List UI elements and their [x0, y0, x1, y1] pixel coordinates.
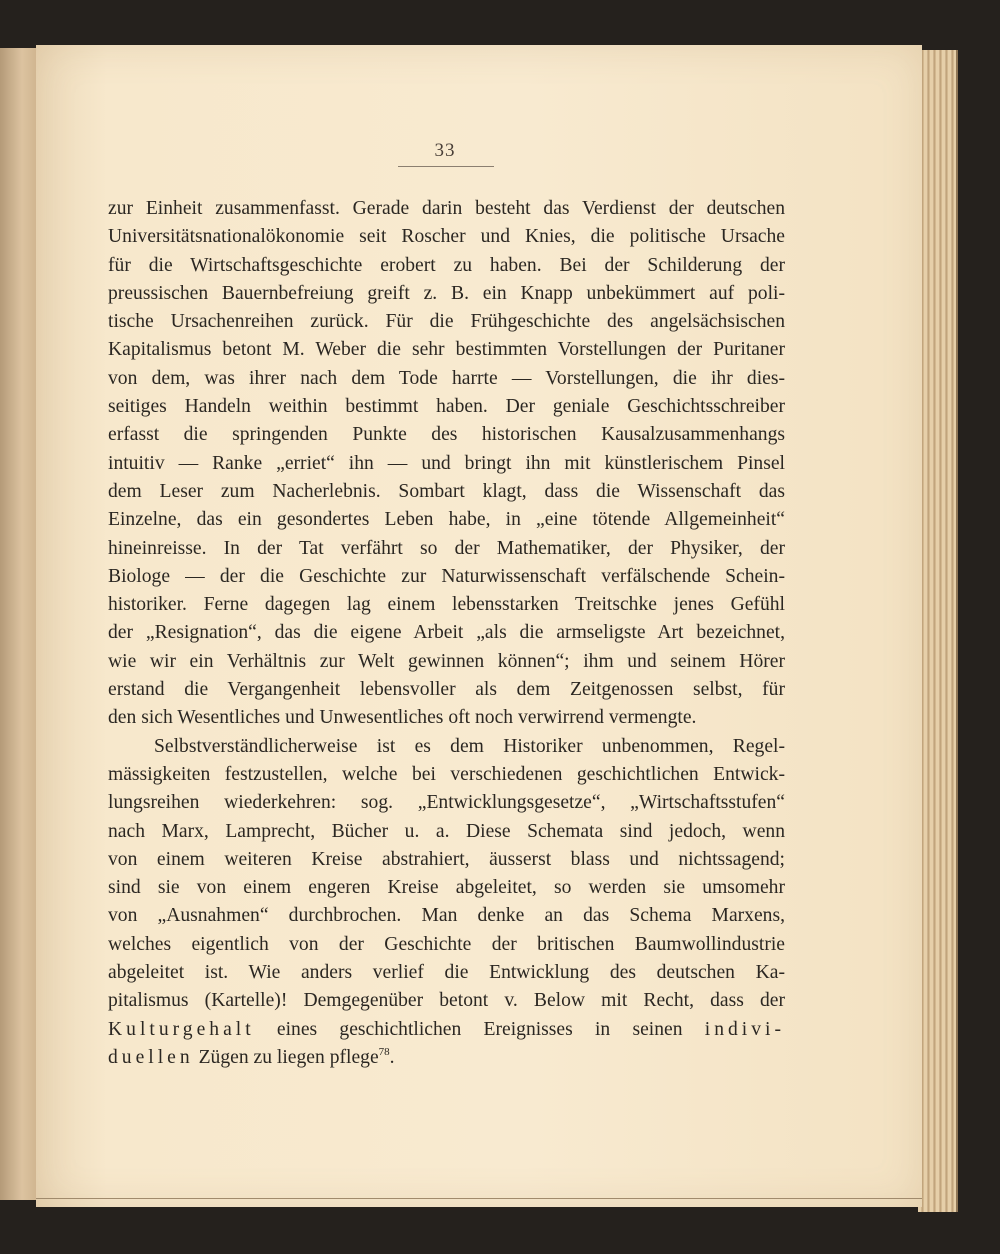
text-line: abgeleitet ist. Wie anders verlief die Entwicklung des deutschen Ka- [108, 962, 785, 984]
text-fragment: . [389, 1046, 395, 1068]
text-line: Universitätsnationalökonomie seit Roscher und Knies, die politische Ursache [108, 226, 785, 248]
text-fragment: eines geschichtlichen Ereignisses in seinen [254, 1018, 705, 1040]
text-line: erfasst die springenden Punkte des historischen Kausalzusammenhangs [108, 424, 785, 446]
text-line: Einzelne, das ein gesondertes Leben habe, in „eine tötende Allgemeinheit“ [108, 509, 785, 531]
spaced-emphasis: duellen [108, 1046, 194, 1068]
spaced-emphasis: indivi- [704, 1018, 785, 1040]
text-line-spaced [108, 1016, 785, 1044]
spaced-emphasis: Kulturgehalt [108, 1018, 255, 1040]
text-line: mässigkeiten festzustellen, welche bei verschiedenen geschichtlichen Entwick- [108, 763, 785, 785]
text-line: Kapitalismus betont M. Weber die sehr bestimmten Vorstellungen der Puritaner [108, 339, 785, 361]
left-page-edge [0, 48, 40, 1200]
footnote-marker[interactable]: 78 [378, 1045, 390, 1058]
text-line: erstand die Vergangenheit lebensvoller als dem Zeitgenossen selbst, für [108, 679, 785, 701]
text-line: von einem weiteren Kreise abstrahiert, äusserst blass und nichtssagend; [108, 848, 785, 870]
paragraph-start-line: Selbstverständlicherweise ist es dem Historiker unbenommen, Regel- [154, 735, 785, 757]
page-bottom-edge [36, 1198, 922, 1199]
header-rule [398, 166, 494, 167]
body-text [108, 195, 785, 1072]
text-line: intuitiv — Ranke „erriet“ ihn — und bringt ihn mit künstlerischem Pinsel [108, 452, 785, 474]
text-line: preussischen Bauernbefreiung greift z. B. ein Knapp unbekümmert auf poli- [108, 282, 785, 304]
text-line: von „Ausnahmen“ durchbrochen. Man denke an das Schema Marxens, [108, 905, 785, 927]
page-number: 33 [434, 140, 456, 161]
final-line [108, 1044, 785, 1072]
text-line: der „Resignation“, das die eigene Arbeit „als die armseligste Art bezeichnet, [108, 622, 785, 644]
text-line: wie wir ein Verhältnis zur Welt gewinnen können“; ihm und seinem Hörer [108, 650, 785, 672]
text-line: für die Wirtschaftsgeschichte erobert zu haben. Bei der Schilderung der [108, 254, 785, 276]
text-line: hineinreisse. In der Tat verfährt so der Mathematiker, der Physiker, der [108, 537, 785, 559]
text-line: von dem, was ihrer nach dem Tode harrte — Vorstellungen, die ihr dies- [108, 367, 785, 389]
paragraph-end-line: den sich Wesentliches und Unwesentliches oft noch verwirrend vermengte. [108, 707, 697, 729]
text-line: Biologe — der die Geschichte zur Naturwissenschaft verfälschende Schein- [108, 565, 785, 587]
text-line: zur Einheit zusammenfasst. Gerade darin besteht das Verdienst der deutschen [108, 198, 785, 219]
text-line: seitiges Handeln weithin bestimmt haben. Der geniale Geschichtsschreiber [108, 396, 785, 418]
text-line: sind sie von einem engeren Kreise abgeleitet, so werden sie umsomehr [108, 877, 785, 899]
text-line: tische Ursachenreihen zurück. Für die Frühgeschichte des angelsächsischen [108, 311, 785, 333]
page-stack-edge [918, 50, 958, 1212]
text-line: historiker. Ferne dagegen lag einem lebensstarken Treitschke jenes Gefühl [108, 594, 785, 616]
text-fragment: Zügen zu liegen pflege [193, 1046, 379, 1068]
text-line: welches eigentlich von der Geschichte der britischen Baumwollindustrie [108, 933, 785, 955]
text-line: pitalismus (Kartelle)! Demgegenüber betont v. Below mit Recht, dass der [108, 990, 785, 1012]
text-line: lungsreihen wiederkehren: sog. „Entwicklungsgesetze“, „Wirtschaftsstufen“ [108, 792, 785, 814]
text-line: nach Marx, Lamprecht, Bücher u. a. Diese Schemata sind jedoch, wenn [108, 820, 785, 842]
text-line: dem Leser zum Nacherlebnis. Sombart klagt, dass die Wissenschaft das [108, 480, 785, 502]
